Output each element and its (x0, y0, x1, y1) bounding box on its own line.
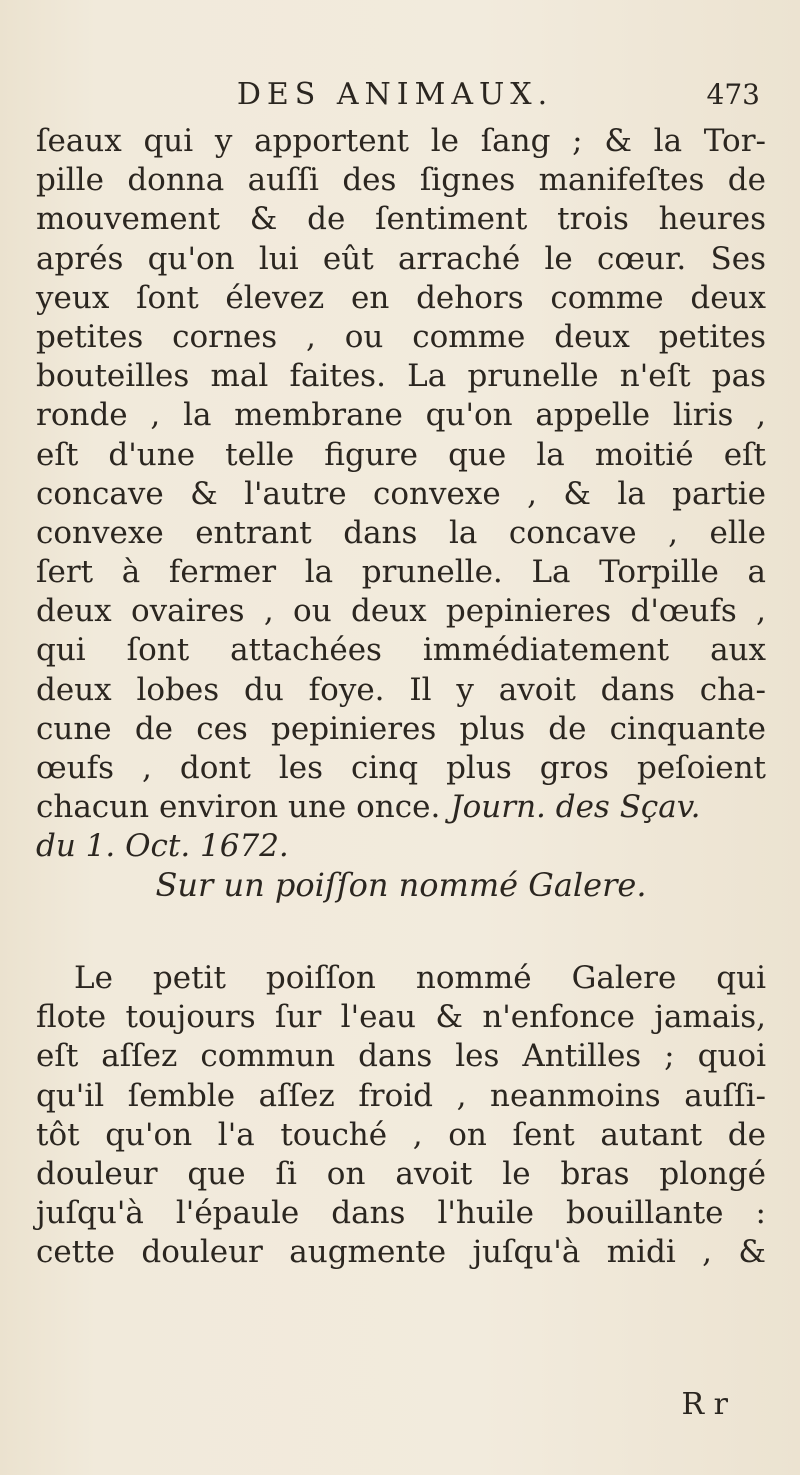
citation-journal: Journ. des Sçav. (450, 789, 701, 826)
text-line: tôt qu'on l'a touché , on ſent autant de (36, 1116, 766, 1153)
text-line: cune de ces pepinieres plus de cinquante (36, 710, 766, 747)
text-line: mouvement & de ſentiment trois heures (36, 201, 766, 238)
text-line: cette douleur augmente juſqu'à midi , & (36, 1234, 766, 1271)
text-line: chacun environ une once. (36, 789, 441, 826)
text-line-with-citation (36, 788, 766, 827)
text-line: convexe entrant dans la concave , elle (36, 514, 766, 551)
text-line: flote toujours ſur l'eau & n'enfonce jamais, (36, 999, 766, 1036)
paragraph-torpille (36, 122, 766, 867)
text-line: ronde , la membrane qu'on appelle liris , (36, 397, 766, 434)
text-line: œufs , dont les cinq plus gros peſoient (36, 750, 766, 786)
text-line: deux lobes du foye. Il y avoit dans cha- (36, 671, 766, 708)
paragraph-galere (36, 959, 766, 1273)
running-head (30, 78, 760, 112)
text-line: aprés qu'on lui eût arraché le cœur. Ses (36, 240, 766, 277)
running-title: DES ANIMAUX. (236, 77, 554, 112)
text-line: pille donna auſſi des ſignes manifeſtes de (36, 162, 766, 199)
citation-date-line (36, 827, 766, 866)
text-line: Le petit poiſſon nommé Galere qui (74, 960, 766, 996)
text-line: ſert à fermer la prunelle. La Torpille a (36, 554, 766, 591)
text-line: deux ovaires , ou deux pepinieres d'œufs , (36, 593, 766, 630)
text-line: juſqu'à l'épaule dans l'huile bouillante : (36, 1195, 766, 1232)
text-line: qu'il ſemble aſſez froid , neanmoins auſſi- (36, 1077, 766, 1114)
text-line: eſt aſſez commun dans les Antilles ; quoi (36, 1038, 766, 1075)
text-line: bouteilles mal faites. La prunelle n'eſt pas (36, 358, 766, 395)
text-line: douleur que ſi on avoit le bras plongé (36, 1155, 766, 1192)
text-line: petites cornes , ou comme deux petites (36, 318, 766, 355)
signature-mark: R r (681, 1387, 728, 1422)
text-line: eſt d'une telle figure que la moitié eſt (36, 436, 766, 473)
text-line: qui ſont attachées immédiatement aux (36, 632, 766, 669)
citation-date: du 1. Oct. 1672. (36, 828, 289, 865)
text-line: yeux ſont élevez en dehors comme deux (36, 279, 766, 316)
text-line: ſeaux qui y apportent le ſang ; & la Tor- (36, 123, 766, 159)
page-number: 473 (706, 78, 760, 111)
text-line: concave & l'autre convexe , & la partie (36, 475, 766, 512)
section-heading: Sur un poiſſon nommé Galere. (155, 866, 647, 904)
